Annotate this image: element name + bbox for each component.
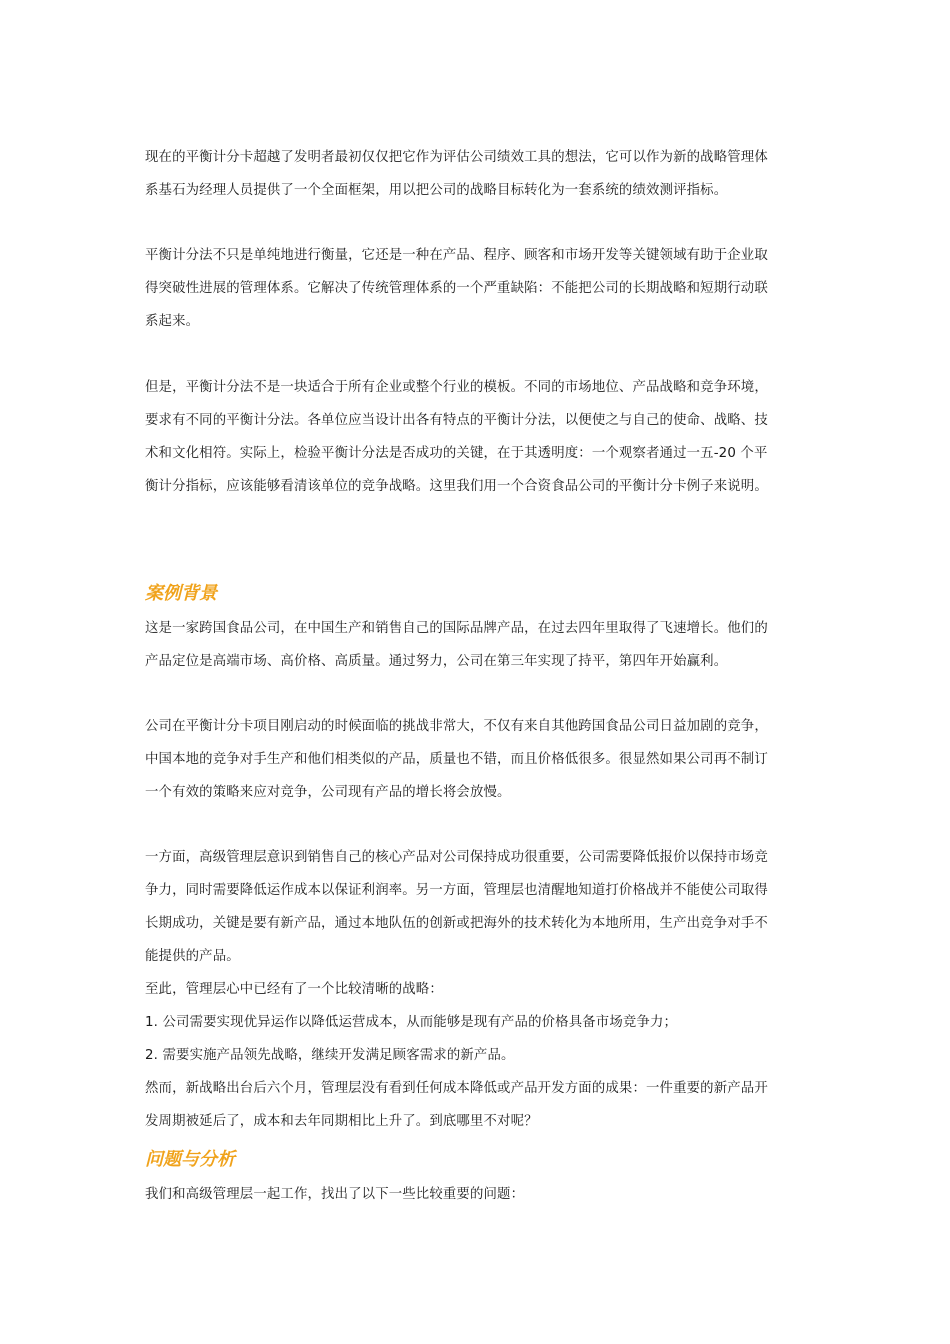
text-line: 一个有效的策略来应对竞争，公司现有产品的增长将会放慢。 (145, 785, 511, 800)
text-line: 现在的平衡计分卡超越了发明者最初仅仅把它作为评估公司绩效工具的想法，它可以作为新的战略管理体 (145, 150, 768, 165)
heading-problem-analysis: 问题与分析 (145, 1149, 235, 1170)
text-line: 系基石为经理人员提供了一个全面框架，用以把公司的战略目标转化为一套系统的绩效测评指标。 (145, 183, 728, 198)
paragraph-challenges (145, 710, 810, 809)
heading-case-background: 案例背景 (145, 583, 217, 604)
section-heading-problem-analysis (145, 1144, 810, 1176)
text-line: 公司在平衡计分卡项目刚启动的时候面临的挑战非常大，不仅有来自其他跨国食品公司日益加剧的竞争， (145, 719, 768, 734)
text-line: 但是，平衡计分法不是一块适合于所有企业或整个行业的模板。不同的市场地位、产品战略和竞争环境， (145, 380, 768, 395)
text-line: 中国本地的竞争对手生产和他们相类似的产品，质量也不错，而且价格低很多。很显然如果公司再不制订 (145, 752, 768, 767)
text-line: 得突破性进展的管理体系。它解决了传统管理体系的一个严重缺陷：不能把公司的长期战略和短期行动联 (145, 281, 768, 296)
text-line: 我们和高级管理层一起工作，找出了以下一些比较重要的问题： (145, 1187, 525, 1202)
paragraph-no-universal-template (145, 371, 810, 503)
text-line: 一方面，高级管理层意识到销售自己的核心产品对公司保持成功很重要，公司需要降低报价以保持市场竞 (145, 850, 768, 865)
paragraph-scorecard-evolution (145, 141, 810, 207)
text-line: 要求有不同的平衡计分法。各单位应当设计出各有特点的平衡计分法，以便使之与自己的使命、战略、技 (145, 413, 768, 428)
paragraph-management-system (145, 239, 810, 338)
text-line: 长期成功，关键是要有新产品，通过本地队伍的创新或把海外的技术转化为本地所用，生产出竞争对手不 (145, 916, 768, 931)
section-heading-case-background (145, 578, 810, 610)
list-item-strategy-1: 1. 公司需要实现优异运作以降低运营成本，从而能够是现有产品的价格具备市场竞争力； (145, 1015, 678, 1030)
text-line: 衡计分指标，应该能够看清该单位的竞争战略。这里我们用一个合资食品公司的平衡计分卡例子来说明。 (145, 479, 768, 494)
text-line: 至此，管理层心中已经有了一个比较清晰的战略： (145, 982, 443, 997)
text-line: 平衡计分法不只是单纯地进行衡量，它还是一种在产品、程序、顾客和市场开发等关键领域有助于企业取 (145, 248, 768, 263)
paragraph-company-intro (145, 612, 810, 678)
text-line: 系起来。 (145, 314, 200, 329)
text-line: 发周期被延后了，成本和去年同期相比上升了。到底哪里不对呢？ (145, 1114, 538, 1129)
text-line: 术和文化相符。实际上，检验平衡计分法是否成功的关键，在于其透明度：一个观察者通过一五-20 个平 (145, 446, 768, 461)
text-line: 能提供的产品。 (145, 949, 240, 964)
text-line: 然而，新战略出台后六个月，管理层没有看到任何成本降低或产品开发方面的成果：一件重要的新产品开 (145, 1081, 768, 1096)
paragraph-strategy (145, 841, 810, 1138)
text-line: 争力，同时需要降低运作成本以保证利润率。另一方面，管理层也清醒地知道打价格战并不能使公司取得 (145, 883, 768, 898)
paragraph-problems-intro (145, 1178, 810, 1211)
list-item-strategy-2: 2. 需要实施产品领先战略，继续开发满足顾客需求的新产品。 (145, 1048, 515, 1063)
text-line: 产品定位是高端市场、高价格、高质量。通过努力，公司在第三年实现了持平，第四年开始赢利。 (145, 654, 728, 669)
text-line: 这是一家跨国食品公司，在中国生产和销售自己的国际品牌产品，在过去四年里取得了飞速增长。他们的 (145, 621, 768, 636)
